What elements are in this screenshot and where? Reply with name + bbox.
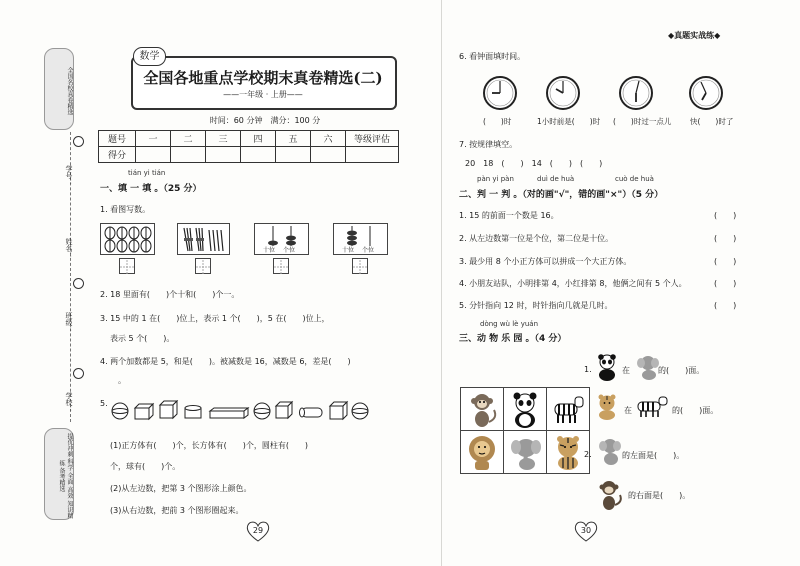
score-header-cell: 三 [206, 131, 241, 147]
answer-grid [120, 260, 134, 274]
score-cell[interactable] [276, 147, 311, 163]
question-2: 2. 18 里面有( )个十和( )个一。 [100, 290, 240, 299]
score-header-cell: 四 [241, 131, 276, 147]
clock-answer-4[interactable]: 快( )时了 [690, 117, 734, 126]
judge-answer-1[interactable]: ( ) [714, 211, 737, 220]
abacus-picture-1 [255, 224, 308, 246]
animal-question-2b-answer[interactable]: 的右面是( )。 [628, 491, 691, 500]
answer-grid [196, 260, 210, 274]
score-cell[interactable] [171, 147, 206, 163]
binding-hole [73, 278, 84, 289]
animal-question-1b-answer[interactable]: 的( )面。 [672, 406, 719, 415]
grid-cell-lion [460, 430, 504, 474]
zebra-icon [547, 388, 589, 430]
judge-answer-5[interactable]: ( ) [714, 301, 737, 310]
judge-item-5: 5. 分针指向 12 时，时针指向几就是几时。 [459, 301, 613, 310]
clock-icon [545, 75, 581, 111]
judge-item-4: 4. 小朋友站队，小明排第 4，小红排第 8，他俩之间有 5 个人。 [459, 279, 687, 288]
judge-item-2: 2. 从左边数第一位是个位，第二位是十位。 [459, 234, 614, 243]
score-header-cell: 题号 [99, 131, 136, 147]
score-cell[interactable] [311, 147, 346, 163]
lion-icon [461, 431, 503, 473]
score-header-cell: 五 [276, 131, 311, 147]
section3-pinyin: dòng wù lè yuán [480, 320, 538, 328]
judge-item-3: 3. 最少用 8 个小正方体可以拼成一个大正方体。 [459, 257, 632, 266]
class-field[interactable]: 班级： [65, 312, 73, 333]
clock-answer-1[interactable]: ( )时 [483, 117, 512, 126]
score-cell[interactable] [136, 147, 171, 163]
grid-cell-zebra [546, 387, 590, 431]
score-header-cell: 六 [311, 131, 346, 147]
answer-grid [274, 260, 288, 274]
clock-icon [482, 75, 518, 111]
question-1: 1. 看图写数。 [100, 205, 151, 214]
grid-cell-panda [503, 387, 547, 431]
page-number-right: 30 [580, 526, 592, 535]
cube-shape [330, 406, 343, 419]
monkey-icon [596, 478, 624, 512]
cube-shape [276, 406, 288, 418]
clock-answer-2[interactable]: 1小时前是( )时 [537, 117, 601, 126]
shapes-row [110, 400, 370, 422]
binding-badge-top: 全国名校真卷精选 [44, 48, 74, 130]
section2-title: 二、判 一 判 。（对的画"√"，错的画"×"）（5 分） [459, 190, 664, 200]
question-5-3: (3)从右边数，把前 3 个图形圈起来。 [110, 506, 244, 515]
time-score-info: 时间：60 分钟 满分：100 分 [209, 116, 321, 125]
score-header-cell: 一 [136, 131, 171, 147]
answer-box[interactable] [119, 258, 135, 274]
score-table [98, 130, 399, 163]
tiger-icon [547, 431, 589, 473]
abacus-picture-2 [334, 224, 387, 246]
answer-box[interactable] [352, 258, 368, 274]
page-fold [441, 0, 442, 566]
judge-answer-4[interactable]: ( ) [714, 279, 737, 288]
tiger-icon [594, 393, 620, 421]
judge-answer-2[interactable]: ( ) [714, 234, 737, 243]
score-header-cell: 二 [171, 131, 206, 147]
stick-bundles-picture [178, 224, 229, 254]
monkey-icon [461, 388, 503, 430]
score-cell[interactable] [241, 147, 276, 163]
school-field[interactable]: 学校： [65, 392, 73, 413]
judge-answer-3[interactable]: ( ) [714, 257, 737, 266]
score-cell[interactable] [206, 147, 241, 163]
picture-box-sticks [177, 223, 230, 255]
answer-grid [353, 260, 367, 274]
animal-question-1b-in: 在 [624, 406, 632, 415]
balls-picture [101, 224, 154, 254]
section2-pinyin-2: duì de huà [537, 175, 575, 183]
pattern-sequence[interactable]: 20 18 ( ) 14 ( ) ( ) [465, 159, 603, 168]
student-id-field[interactable]: 学号： [65, 165, 73, 186]
elephant-icon [634, 353, 660, 381]
animal-question-2: 2. [584, 450, 592, 459]
clock-icon [688, 75, 724, 111]
sphere-shape [352, 403, 368, 419]
grid-cell-elephant [503, 430, 547, 474]
question-7: 7. 按规律填空。 [459, 140, 518, 149]
page-number-left: 29 [252, 526, 264, 535]
question-4-line2: 。 [118, 376, 126, 385]
subject-badge: 数学 [133, 47, 166, 66]
section1-pinyin: tián yi tián [128, 169, 166, 177]
cuboid-shape [135, 408, 149, 419]
judge-item-1: 1. 15 的前面一个数是 16。 [459, 211, 559, 220]
abacus-tens-label: 十位 [342, 247, 355, 254]
question-3-line2: 表示 5 个( )。 [110, 334, 175, 343]
abacus-box-1 [254, 223, 309, 255]
exam-title: 全国各地重点学校期末真卷精选(二) [143, 69, 383, 87]
abacus-ones-label: 个位 [283, 247, 296, 254]
section2-pinyin-1: pàn yi pàn [477, 175, 514, 183]
question-5-2: (2)从左边数，把第 3 个图形涂上颜色。 [110, 484, 252, 493]
answer-box[interactable] [273, 258, 289, 274]
animal-question-2a-answer[interactable]: 的左面是( )。 [622, 451, 685, 460]
binding-hole [73, 136, 84, 147]
score-row-label: 得分 [99, 147, 136, 163]
section1-title: 一、填 一 填 。（25 分） [100, 184, 202, 194]
practice-badge: ◆真题实战练◆ [668, 31, 721, 40]
question-3-line1: 3. 15 中的 1 在( )位上，表示 1 个( )，5 在( )位上， [100, 314, 330, 323]
question-5: 5. [100, 399, 108, 408]
section2-pinyin-3: cuò de huà [615, 175, 654, 183]
binding-badge-bottom: 提优冲刺 科学 全面 高效 知识精练 备考精选 [44, 428, 74, 520]
long-cuboid-shape [210, 411, 244, 418]
animal-question-1a-answer[interactable]: 的( )面。 [658, 366, 705, 375]
panda-icon [504, 388, 546, 430]
picture-box-balls [100, 223, 155, 255]
question-5-1-line2: 个，球有( )个。 [110, 462, 181, 471]
clock-answer-3[interactable]: ( )时过一点儿 [613, 117, 672, 126]
abacus-ones-label: 个位 [362, 247, 375, 254]
abacus-tens-label: 十位 [263, 247, 276, 254]
grid-cell-monkey [460, 387, 504, 431]
score-cell[interactable] [346, 147, 399, 163]
binding-hole [73, 368, 84, 379]
abacus-box-2 [333, 223, 388, 255]
grade-label: ——一年级 · 上册—— [223, 90, 303, 99]
elephant-icon [504, 431, 546, 473]
score-table-row [99, 147, 399, 163]
student-name-field[interactable]: 姓名： [65, 238, 73, 259]
cube-shape [160, 405, 173, 418]
sphere-shape [254, 403, 270, 419]
elephant-icon [596, 436, 622, 466]
sphere-shape [112, 403, 128, 419]
score-table-header [99, 131, 399, 147]
panda-icon [594, 353, 620, 381]
question-6: 6. 看钟面填时间。 [459, 52, 526, 61]
clock-icon [618, 75, 654, 111]
question-5-1-line1: (1)正方体有( )个，长方体有( )个，圆柱有( ) [110, 441, 309, 450]
zebra-icon [634, 395, 674, 419]
animal-question-1: 1. [584, 365, 592, 374]
answer-box[interactable] [195, 258, 211, 274]
score-header-cell: 等级评估 [346, 131, 399, 147]
question-4-line1: 4. 两个加数都是 5，和是( )。被减数是 16，减数是 6，差是( ) [100, 357, 351, 366]
section3-title: 三、动 物 乐 园 。（4 分） [459, 334, 567, 344]
animal-question-1a-in: 在 [622, 366, 630, 375]
